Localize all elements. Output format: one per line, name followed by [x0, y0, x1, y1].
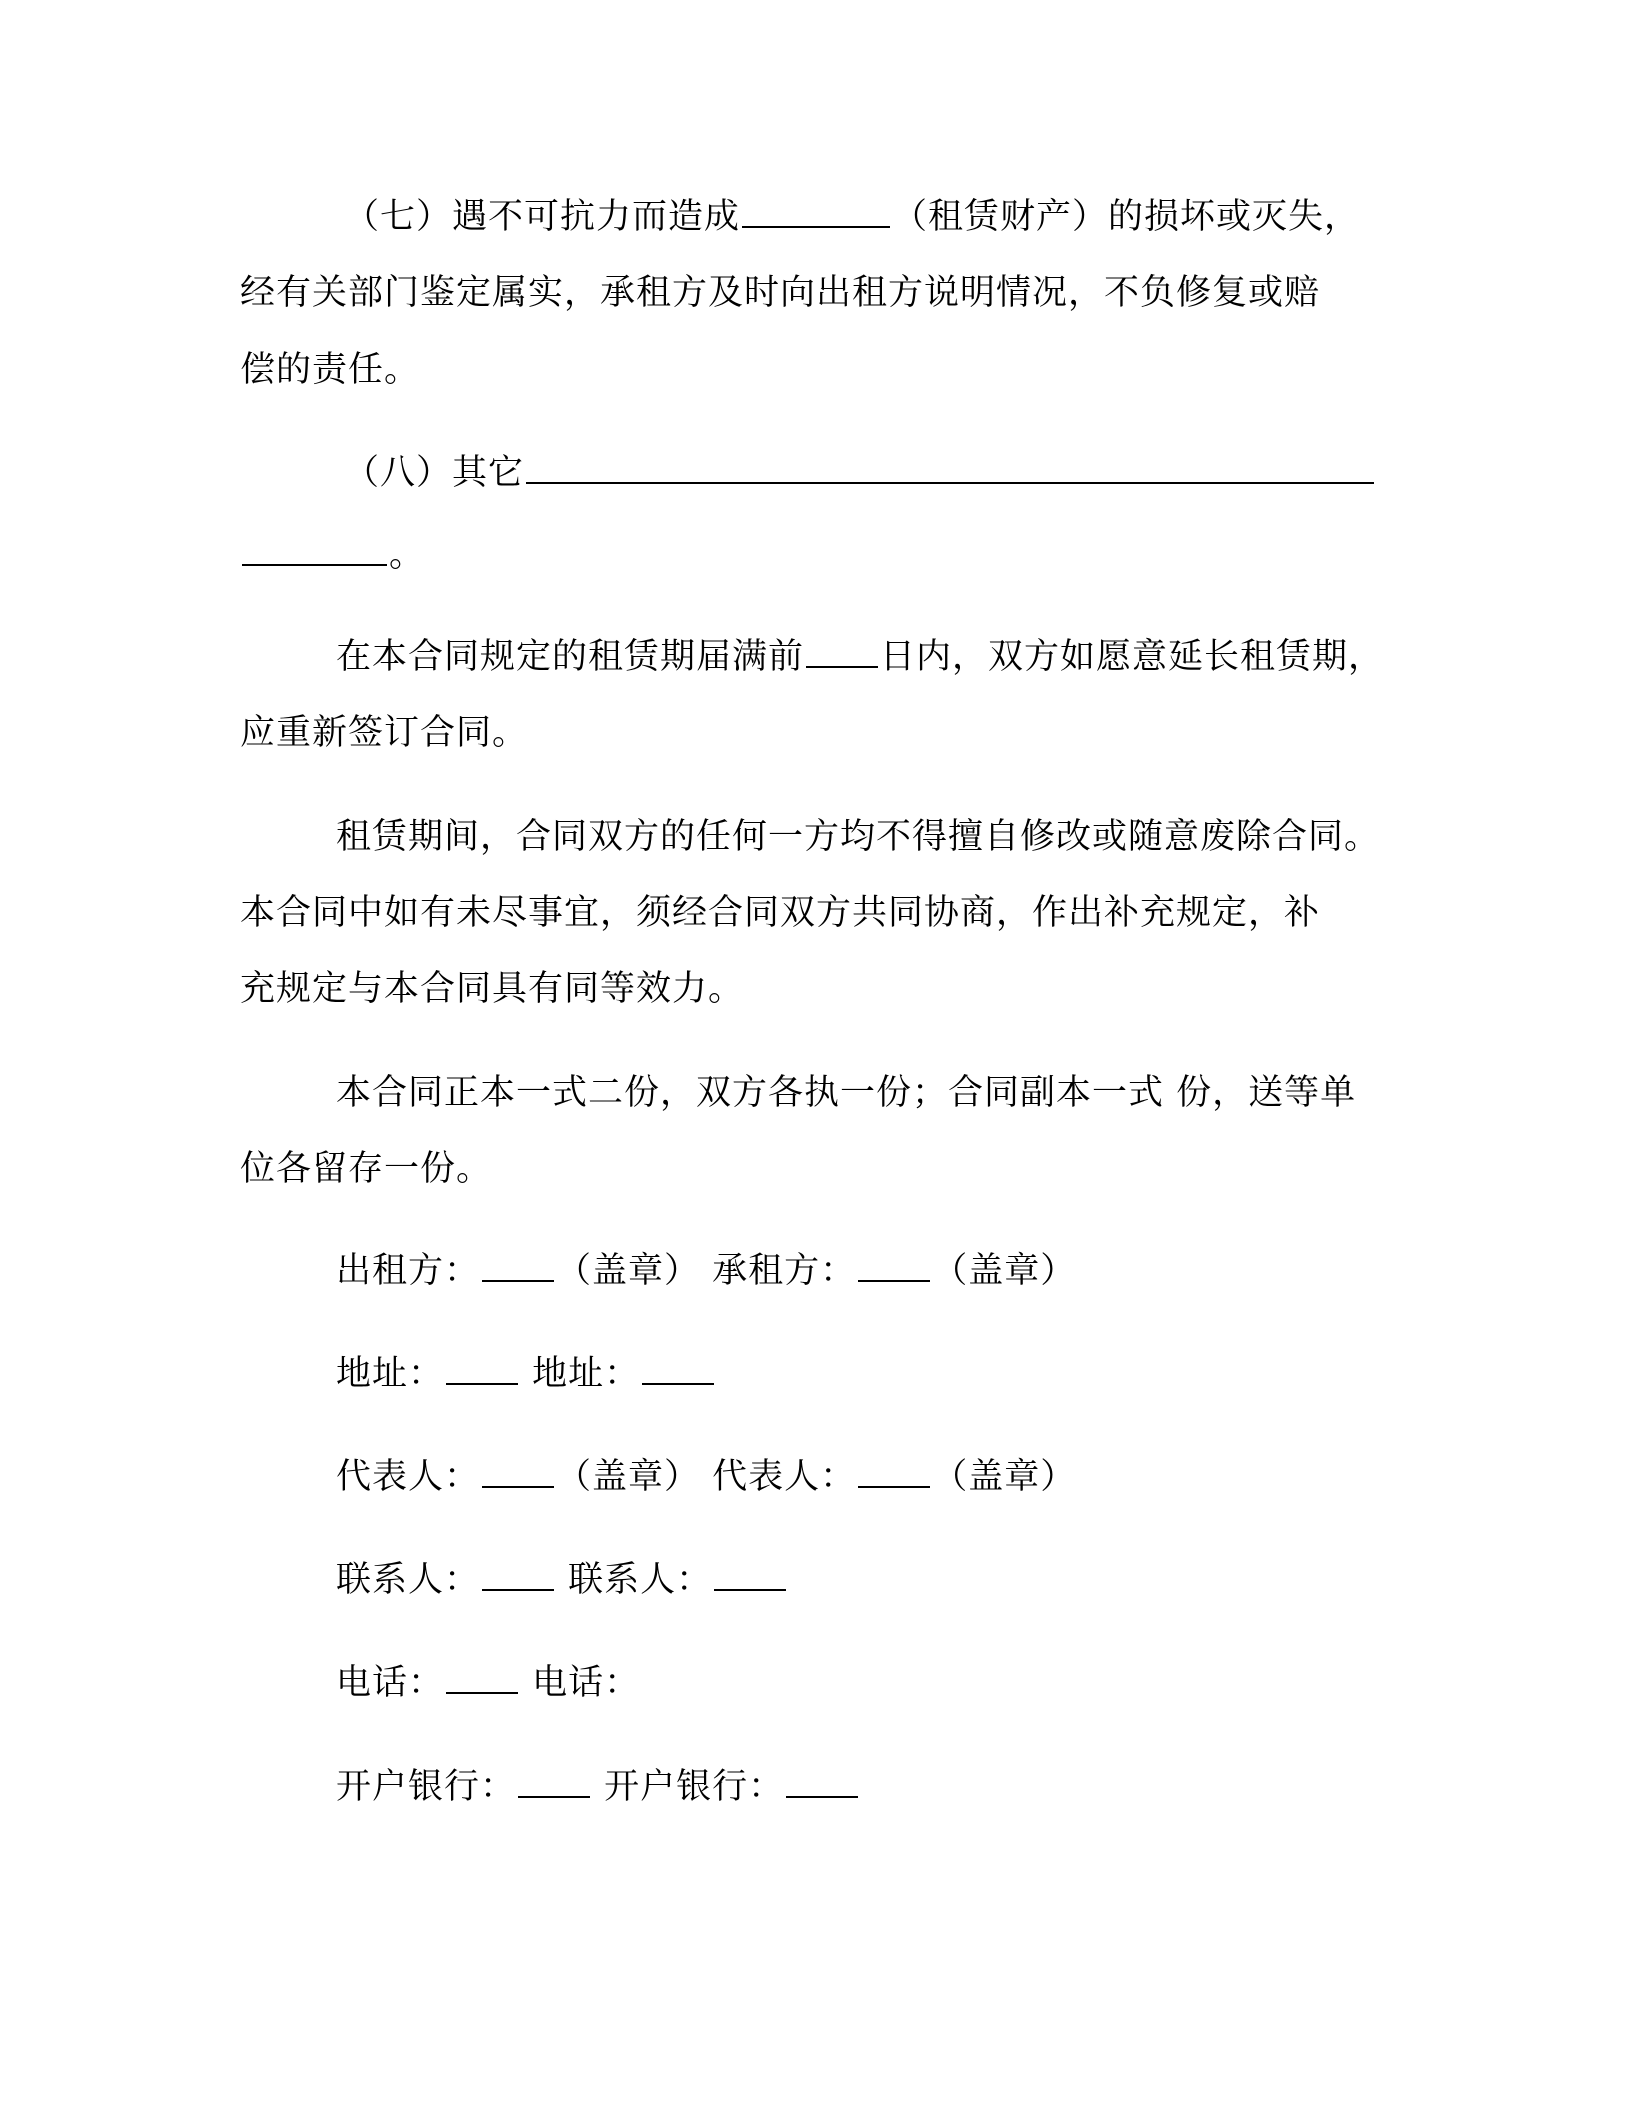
lessee-blank	[858, 1279, 930, 1282]
copies-line2	[240, 1144, 492, 1194]
lessor-address-blank	[446, 1382, 518, 1385]
lessee-address-label: 地址：	[532, 1354, 641, 1394]
lessee-bank-label: 开户银行：	[604, 1767, 785, 1807]
clause8-blank-2	[242, 563, 387, 566]
renewal-line2	[240, 708, 528, 758]
lessor-rep-seal: （盖章）	[556, 1457, 701, 1497]
modification-text-3: 充规定与本合同具有同等效力。	[240, 969, 745, 1009]
clause7-blank	[742, 225, 890, 228]
copies-text-2: 位各留存一份。	[240, 1149, 493, 1189]
renewal-days-blank	[806, 665, 878, 668]
sig-bank-row	[336, 1762, 860, 1812]
clause8-end: 。	[389, 535, 426, 575]
lessee-seal: （盖章）	[932, 1251, 1077, 1291]
clause8-line2	[240, 530, 425, 580]
clause7-line3	[240, 345, 420, 395]
copies-text-1: 本合同正本一式二份，双方各执一份；合同副本一式 份，送等单	[336, 1073, 1357, 1113]
copies-line1	[336, 1068, 1356, 1118]
lessor-seal: （盖章）	[556, 1251, 701, 1291]
lessor-phone-label: 电话：	[336, 1663, 445, 1703]
lessee-rep-blank	[858, 1485, 930, 1488]
modification-line2	[240, 888, 1320, 938]
clause8-blank-1	[526, 481, 1374, 484]
modification-line1	[336, 812, 1380, 862]
clause7-text-a: （七）遇不可抗力而造成	[344, 197, 741, 237]
clause7-text-b: （租赁财产）的损坏或灭失，	[892, 197, 1361, 237]
lessee-address-blank	[642, 1382, 714, 1385]
lessee-rep-seal: （盖章）	[932, 1457, 1077, 1497]
lessor-rep-label: 代表人：	[336, 1457, 481, 1497]
sig-lessor-lessee-row	[336, 1246, 1076, 1296]
clause7-text-2: 经有关部门鉴定属实，承租方及时向出租方说明情况，不负修复或赔	[240, 273, 1321, 313]
lessor-address-label: 地址：	[336, 1354, 445, 1394]
lessor-contact-label: 联系人：	[336, 1560, 481, 1600]
lessor-contact-blank	[482, 1588, 554, 1591]
modification-text-1: 租赁期间，合同双方的任何一方均不得擅自修改或随意废除合同。	[336, 817, 1381, 857]
clause8-text: （八）其它	[344, 453, 525, 493]
lessee-label: 承租方：	[712, 1251, 857, 1291]
clause7-line1	[344, 192, 1360, 242]
lessor-bank-blank	[518, 1795, 590, 1798]
lessor-label: 出租方：	[336, 1251, 481, 1291]
renewal-text-b: 日内，双方如愿意延长租赁期，	[880, 637, 1385, 677]
modification-line3	[240, 964, 744, 1014]
modification-text-2: 本合同中如有未尽事宜，须经合同双方共同协商，作出补充规定，补	[240, 893, 1321, 933]
renewal-line1	[336, 632, 1384, 682]
sig-address-row	[336, 1349, 716, 1399]
lessor-blank	[482, 1279, 554, 1282]
sig-representative-row	[336, 1452, 1076, 1502]
lessee-contact-label: 联系人：	[568, 1560, 713, 1600]
sig-contact-row	[336, 1555, 788, 1605]
clause7-text-3: 偿的责任。	[240, 350, 421, 390]
lessor-rep-blank	[482, 1485, 554, 1488]
lessor-phone-blank	[446, 1691, 518, 1694]
lessee-rep-label: 代表人：	[712, 1457, 857, 1497]
renewal-text-a: 在本合同规定的租赁期届满前	[336, 637, 805, 677]
clause7-line2	[240, 268, 1320, 318]
lessee-bank-blank	[786, 1795, 858, 1798]
clause8-line1	[344, 448, 1376, 498]
renewal-text-2: 应重新签订合同。	[240, 713, 529, 753]
sig-phone-row	[336, 1658, 640, 1708]
lessee-phone-label: 电话：	[532, 1663, 641, 1703]
lessee-contact-blank	[714, 1588, 786, 1591]
lessor-bank-label: 开户银行：	[336, 1767, 517, 1807]
